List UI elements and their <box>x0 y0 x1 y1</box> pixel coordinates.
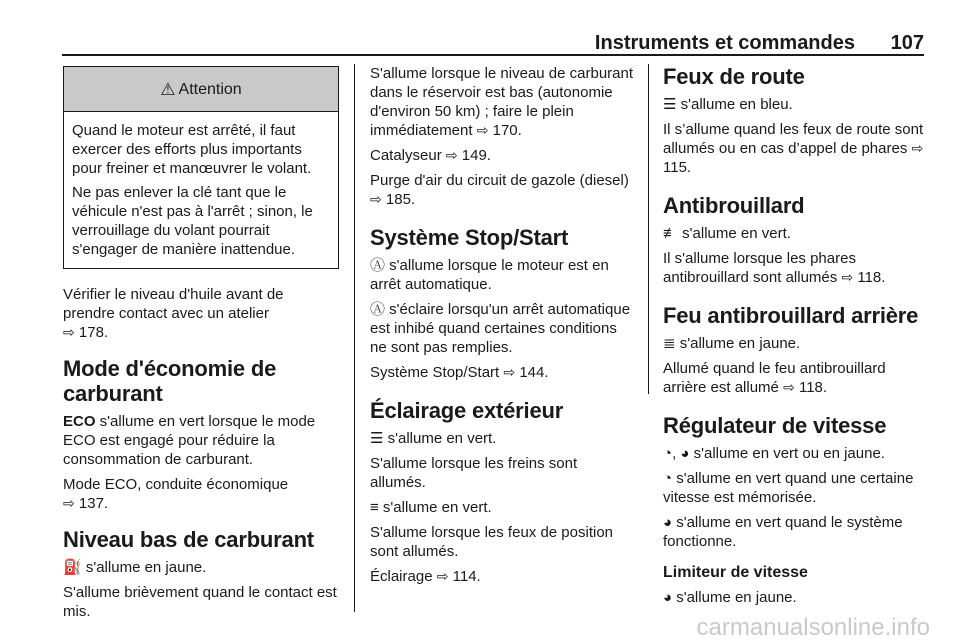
warning-icon: ⚠ <box>160 79 176 99</box>
auto-stop-icon: Ⓐ <box>370 257 386 274</box>
ref-arrow-icon: ⇨ <box>476 122 489 138</box>
column-divider-1 <box>354 64 355 612</box>
light-paragraph-3: ≡ s'allume en vert. <box>370 499 492 516</box>
cruise-paragraph-1: ◔, ◕ s'allume en vert ou en jaune. <box>663 445 885 462</box>
light-ref[interactable]: 114. <box>452 568 481 585</box>
column-2 <box>370 64 635 592</box>
rear-fog-heading: Feu antibrouillard arrière <box>663 303 919 328</box>
purge-ref[interactable]: 185. <box>385 191 416 208</box>
cruise-paragraph-2: ◔ s'allume en vert quand une certaine vitesse est mémorisée. <box>663 470 914 506</box>
limiter-paragraph: ◕ s'allume en jaune. <box>663 589 797 606</box>
fog-light-icon: ≢ <box>663 225 678 242</box>
high-beam-heading: Feux de route <box>663 64 805 89</box>
cruise-icon: ◔ <box>663 445 673 462</box>
header-rule <box>62 54 924 56</box>
attention-paragraph-2: Ne pas enlever la clé tant que le véhicule n'est pas à l'arrêt ; sinon, le verrouillage du volant pourrait s'engager de manière inattendue. <box>72 184 313 258</box>
stop-start-heading: Système Stop/Start <box>370 225 569 250</box>
fuel-paragraph: ⛽ s'allume en jaune. <box>63 559 207 576</box>
cruise-active-icon: ◕ <box>663 514 673 531</box>
page-header <box>0 18 960 58</box>
ref-arrow-icon: ⇨ <box>436 568 449 584</box>
stop-paragraph-2: Ⓐ s'éclaire lorsqu'un arrêt automatique est inhibé quand certaines conditions ne sont pas remplies. <box>370 301 631 356</box>
exterior-light-heading: Éclairage extérieur <box>370 398 564 423</box>
column-divider-2 <box>648 64 649 394</box>
ref-arrow-icon: ⇨ <box>503 364 516 380</box>
cruise-active-icon: ◕ <box>680 445 690 462</box>
high-paragraph-2: Il s’allume quand les feux de route sont allumés ou en cas d’appel de phares ⇨ 115. <box>663 121 924 176</box>
headlight-icon: ☰ <box>370 430 384 447</box>
attention-body <box>64 112 338 268</box>
limiter-heading: Limiteur de vitesse <box>663 564 808 581</box>
page-number: 107 <box>890 32 924 54</box>
fuel-paragraph-2: S'allume brièvement quand le contact est mis. <box>63 584 337 620</box>
light-paragraph-4: S'allume lorsque les feux de position sont allumés. <box>370 524 614 560</box>
fuel-pump-icon: ⛽ <box>63 559 82 576</box>
purge-paragraph: Purge d'air du circuit de gazole (diesel) ⇨ 185. <box>370 172 629 208</box>
column-3 <box>663 64 927 613</box>
auto-stop-inhibit-icon: Ⓐ <box>370 301 386 318</box>
fog-paragraph-1: ≢ s'allume en vert. <box>663 225 791 242</box>
stop-ref[interactable]: 144. <box>519 364 549 381</box>
eco-paragraph: ECO s'allume en vert lorsque le mode ECO est engagé pour réduire la consommation de carburant. <box>63 413 316 468</box>
ref-arrow-icon: ⇨ <box>783 379 795 395</box>
rear-fog-paragraph-1: ≣ s'allume en jaune. <box>663 335 801 352</box>
eco-mode-paragraph: Mode ECO, conduite économique ⇨ 137. <box>63 476 289 512</box>
high-ref[interactable]: 115. <box>663 159 692 176</box>
column-1 <box>63 64 339 627</box>
fuel-cont-paragraph: S'allume lorsque le niveau de carburant dans le réservoir est bas (autonomie d'environ 50 km) ; faire le plein immédiatement ⇨ 170. <box>370 65 634 139</box>
high-paragraph-1: ☰ s'allume en bleu. <box>663 96 793 113</box>
fog-heading: Antibrouillard <box>663 193 805 218</box>
cruise-heading: Régulateur de vitesse <box>663 413 887 438</box>
speed-limiter-icon: ◕ <box>663 589 673 606</box>
ref-arrow-icon: ⇨ <box>63 495 75 511</box>
ref-arrow-icon: ⇨ <box>841 269 854 285</box>
cruise-icon: ◔ <box>663 470 673 487</box>
position-light-icon: ≡ <box>370 499 379 516</box>
catalyst-paragraph: Catalyseur ⇨ 149. <box>370 147 491 164</box>
light-paragraph-2: S'allume lorsque les freins sont allumés. <box>370 455 578 491</box>
catalyst-ref[interactable]: 149. <box>461 147 491 164</box>
light-paragraph-1: ☰ s'allume en vert. <box>370 430 497 447</box>
oil-paragraph: Vérifier le niveau d'huile avant de prendre contact avec un atelier ⇨ 178. <box>63 286 284 341</box>
attention-paragraph-1: Quand le moteur est arrêté, il faut exercer des efforts plus importants pour freiner et manœuvrer le volant. <box>72 122 312 177</box>
fog-ref[interactable]: 118. <box>857 269 886 286</box>
high-beam-icon: ☰ <box>663 96 677 113</box>
eco-mode-ref[interactable]: 137. <box>78 495 109 512</box>
ref-arrow-icon: ⇨ <box>911 140 924 156</box>
stop-paragraph-3: Système Stop/Start ⇨ 144. <box>370 364 549 381</box>
rear-fog-ref[interactable]: 118. <box>798 379 828 396</box>
attention-title: Attention <box>178 80 242 98</box>
ref-arrow-icon: ⇨ <box>370 191 382 207</box>
rear-fog-icon: ≣ <box>663 335 676 352</box>
watermark: carmanualsonline.info <box>696 614 930 641</box>
fog-paragraph-2: Il s'allume lorsque les phares antibrouillard sont allumés ⇨ 118. <box>663 250 886 286</box>
fuel-heading: Niveau bas de carburant <box>63 527 314 552</box>
stop-paragraph-1: Ⓐ s'allume lorsque le moteur est en arrêt automatique. <box>370 257 609 293</box>
light-paragraph-5: Éclairage ⇨ 114. <box>370 568 481 585</box>
attention-header <box>64 67 338 112</box>
cruise-paragraph-3: ◕ s'allume en vert quand le système fonctionne. <box>663 514 903 550</box>
section-title: Instruments et commandes <box>594 32 855 54</box>
ref-arrow-icon: ⇨ <box>445 147 458 163</box>
ref-arrow-icon: ⇨ <box>63 324 75 340</box>
rear-fog-paragraph-2: Allumé quand le feu antibrouillard arrière est allumé ⇨ 118. <box>663 360 886 396</box>
eco-label: ECO <box>63 413 96 430</box>
attention-box <box>63 66 339 269</box>
eco-heading: Mode d'économie de carburant <box>63 356 277 406</box>
oil-ref[interactable]: 178. <box>78 324 109 341</box>
fuel-ref[interactable]: 170. <box>492 122 522 139</box>
